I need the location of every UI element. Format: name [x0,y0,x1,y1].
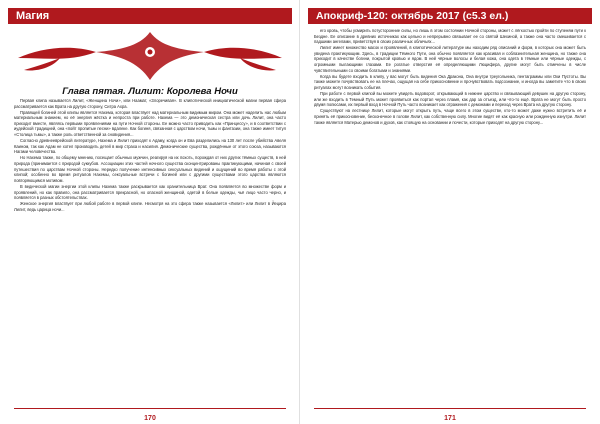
paragraph: Существуют на лестнице Лилит, которые могут открыть путь, чаще всего в этом существе, кто-то может даже нужно встретить её и принять её прикосновение, бесконечное в голове Лилит, как собственную силу. Многие видят её как красную или рожденную изнутри. Лилит также является Матерью демонов и духов, как стоящую на основании и почести, которые приходят на другую сторону... [314,108,586,125]
right-page [300,0,600,424]
paragraph: Первая клипа называется Лилит, «Женщина Ночи», или Наамат, «Злоречивая». В клипотической инициатической магии первая сфера рассматривается как Врата на другую сторону, Ситра Ахра. [14,98,286,109]
right-text-column [314,28,586,390]
footer-divider [14,408,286,409]
section-title: Магия [16,10,50,22]
footer-divider [314,408,586,409]
paragraph: Когда вы будете входить в клипу, у вас могут быть видения Ока Дракона, Она внутри треугольника, пентаграммы или Оки Пустоты. Вы также можете почувствовать ее на плечах, ощущая на себе прикосновение и прочувствовать подсознание, и иногда вы заметите что в своих ритуалах могут возникать события. [314,73,586,90]
left-page-header [8,8,292,24]
paragraph: Женское энергия властвует при любой работе в первой клипе. Несмотря на это сфера также называется «Лилит» или Лилит в Йецира Лилит, ведь царица ночи... [14,201,286,212]
page-number: 170 [144,415,156,422]
paragraph: его кровь, чтобы усмирить потусторонние силы, но лишь в этом состоянии Ночной стороны, может с лёгкостью пройти по ступеням пути к Бездне. Ее описание в древних источниках как цельно и непрерывно связывает ее со святой Шехиной, а также она часто смешивается с падшими ангелами, приветствуя в своих различных обличьях... [314,28,586,45]
paragraph: Но Нахема также, по общему мнению, посещает обычных мужчин, реагируя на их похоть, порождая от них других тёмных существ, в ней природа (принимается с природой суккубов. Ассоциации этих частей ночного существа сконцентрированы практикующими, начиная с своей путешествия по царствам Ночной стороны. Нередко получение интенсивных сексуальных видений и ощущений во время работы с этой клипой; особенно во время ритуалов Нахемы, сексуальные встречи с богиней или с другими существами этого царства являются повторяющимся мотивом. [14,155,286,183]
paragraph: При работе с первой клипой вы можете увидеть водоворот, открывающий в нижнее царство и связывающий девушек на другую сторону, или же входить в Темный Путь может проявиться как портал через пламя, как дар за отъезд, или что-то ещё. Врата не могут быть просто двумя полюсами, их первый вход в Ночной Путь часто возникает как отражения с демонами и переход через Врата на другую сторону. [314,91,586,108]
left-text-column [14,98,286,390]
issue-title: Апокриф-120: октябрь 2017 (с5.3 ел.) [316,10,509,22]
chapter-title: Глава пятая. Лилит: Королева Ночи [62,86,238,97]
paragraph: Правящей богиней этой клипы является Нахема, которая властвует над материальным видимым миром. Она может наделить нас любым материальным знанием, но её энергия жёстка и непроста при работе. Нахема — это демоническая сестра или дочь Лилит, она часто приходит вместе, являясь первыми проявлениями на пути Ночной стороны. Ее можно часто приводить как «Принцессу», и в соответствии с иудейской традицией, она «пойт пропитые песни» вдалеке. Как богиня, связанная с царством ночи, тьмы и фантазии, она также имеет титул «Столица тьмы», а также роль ответственной за сновидения... [14,109,286,138]
paragraph: Лилит имеет множество масок и проявлений, в клипотической литературе мы находим ряд описаний и форм, в которых она может быть увидена практикующим. Здесь, в традиции Тёмного Пути, она обычно появляется как красивая и соблазнительная женщина, но также она приходит в качестве богини, покрытой кровью и ядом. В ней чёрные волосы и белая кожа, она одета в тёмные или чёрные одежды, с огромными пылающими глазами. Ее рогатые отверстия её определяющими Люцифера, другие могут быть отмечены в числе чувствительными со своими богатыми и знаниями. [314,45,586,73]
ornament-graphic [0,28,300,84]
page-number: 171 [444,415,456,422]
right-page-header [308,8,592,24]
paragraph: В ведической магии энергии этой клипы Нахема также раскрывается как хранительница Врат. Она появляется во множестве форм и проявлений, но как правило, она рассматривается прекрасной, но опасной женщиной, одетой в белые одежды, чьё лицо часто черно, и появляется в разных обстоятельствах. [14,183,286,201]
paragraph: Согласно древнееврейской литературе, Нахема и Лилит приходят к Адаму, когда он и Ева разделились на 130 лет после убийства Авеля Каином, так как Адам не хотел производить детей в мир страха и насилия. Демонические существа, рождённые от этого союза, называются Нагами человечества. [14,138,286,155]
